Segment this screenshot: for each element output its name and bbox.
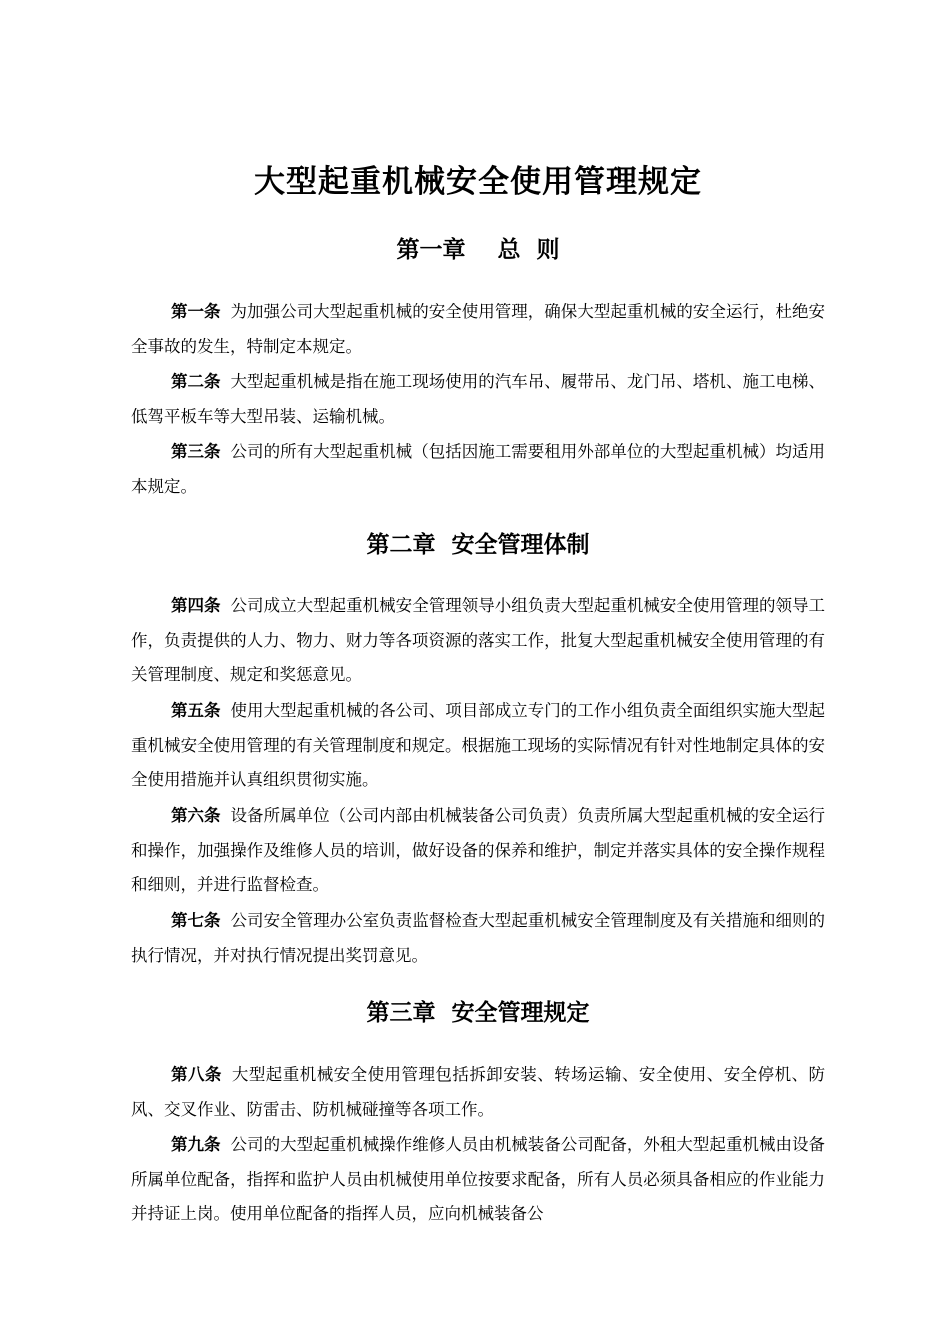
- article: [131, 694, 825, 798]
- article-text: 公司成立大型起重机械安全管理领导小组负责大型起重机械安全使用管理的领导工作，负责提供的人力、物力、财力等各项资源的落实工作，批复大型起重机械安全使用管理的有关管理制度、规定和奖惩意见。: [131, 596, 826, 684]
- article-number: 第三条: [171, 442, 221, 461]
- chapter-heading: 第二章 安全管理体制: [366, 532, 590, 558]
- article: [131, 799, 825, 903]
- article-number: 第八条: [171, 1065, 222, 1084]
- article: [131, 904, 825, 973]
- article-text: 大型起重机械安全使用管理包括拆卸安装、转场运输、安全使用、安全停机、防风、交叉作业、防雷击、防机械碰撞等各项工作。: [131, 1065, 826, 1119]
- article: [131, 1128, 825, 1232]
- article-text: 使用大型起重机械的各公司、项目部成立专门的工作小组负责全面组织实施大型起重机械安全使用管理的有关管理制度和规定。根据施工现场的实际情况有针对性地制定具体的安全使用措施并认真组织贯彻实施。: [131, 701, 826, 789]
- chapter-heading: 第三章 安全管理规定: [366, 1000, 590, 1026]
- article-number: 第一条: [171, 302, 221, 321]
- article: [131, 295, 825, 364]
- article-number: 第五条: [171, 701, 221, 720]
- article-text: 公司的大型起重机械操作维修人员由机械装备公司配备，外租大型起重机械由设备所属单位配备，指挥和监护人员由机械使用单位按要求配备，所有人员必须具备相应的作业能力并持证上岗。使用单位配备的指挥人员，应向机械装备公: [131, 1135, 826, 1223]
- chapter-heading: 第一章 总 则: [396, 237, 560, 263]
- article-text: 为加强公司大型起重机械的安全使用管理，确保大型起重机械的安全运行，杜绝安全事故的发生，特制定本规定。: [131, 302, 826, 356]
- article-text: 大型起重机械是指在施工现场使用的汽车吊、履带吊、龙门吊、塔机、施工电梯、低驾平板车等大型吊装、运输机械。: [131, 372, 826, 426]
- article: [131, 1058, 825, 1127]
- document-page: [131, 0, 825, 1344]
- article-text: 公司安全管理办公室负责监督检查大型起重机械安全管理制度及有关措施和细则的执行情况，并对执行情况提出奖罚意见。: [131, 911, 826, 965]
- article-number: 第四条: [171, 596, 221, 615]
- article-number: 第七条: [171, 911, 221, 930]
- article-text: 公司的所有大型起重机械（包括因施工需要租用外部单位的大型起重机械）均适用本规定。: [131, 442, 826, 496]
- article-text: 设备所属单位（公司内部由机械装备公司负责）负责所属大型起重机械的安全运行和操作，加强操作及维修人员的培训，做好设备的保养和维护，制定并落实具体的安全操作规程和细则，并进行监督检查。: [131, 806, 826, 894]
- article: [131, 365, 825, 434]
- article-number: 第六条: [171, 806, 221, 825]
- article-number: 第九条: [171, 1135, 221, 1154]
- article: [131, 589, 825, 693]
- article: [131, 435, 825, 504]
- article-number: 第二条: [171, 372, 221, 391]
- document-title: 大型起重机械安全使用管理规定: [254, 164, 702, 200]
